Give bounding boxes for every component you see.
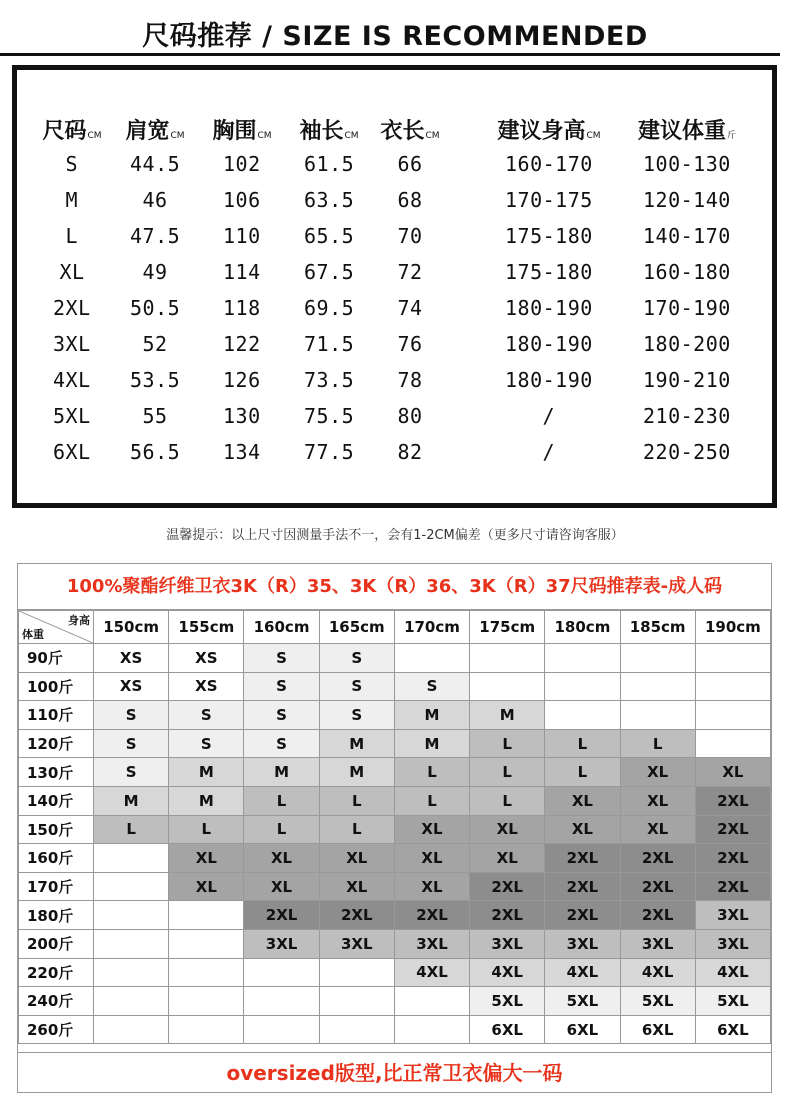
- weight-label: 150斤: [19, 815, 94, 844]
- size-chart-cell: 53.5: [130, 368, 181, 392]
- height-header: 175cm: [470, 611, 545, 644]
- size-chart-cell: /: [542, 404, 556, 428]
- grid-cell: 2XL: [394, 901, 469, 930]
- grid-cell: [244, 958, 319, 987]
- size-label: S: [65, 152, 79, 176]
- size-chart-cell: 68: [397, 188, 423, 212]
- grid-corner: [19, 611, 94, 644]
- size-label: 5XL: [53, 404, 91, 428]
- oversized-note: oversized版型,比正常卫衣偏大一码: [18, 1052, 771, 1092]
- grid-cell: XL: [394, 815, 469, 844]
- grid-cell: L: [470, 758, 545, 787]
- grid-cell: S: [244, 644, 319, 673]
- grid-cell: M: [244, 758, 319, 787]
- height-header: 150cm: [94, 611, 169, 644]
- grid-cell: [244, 987, 319, 1016]
- size-chart-cell: 160-170: [505, 152, 593, 176]
- grid-header-row: [19, 611, 771, 644]
- grid-cell: L: [394, 786, 469, 815]
- grid-cell: XL: [169, 844, 244, 873]
- size-chart-cell: 65.5: [304, 224, 355, 248]
- corner-weight-label: 体重: [22, 628, 44, 641]
- grid-cell: L: [394, 758, 469, 787]
- size-chart-cell: 67.5: [304, 260, 355, 284]
- size-label: 3XL: [53, 332, 91, 356]
- grid-cell: [169, 987, 244, 1016]
- size-chart-cell: 170-190: [643, 296, 731, 320]
- grid-cell: L: [470, 729, 545, 758]
- grid-cell: [319, 958, 394, 987]
- size-chart-cell: 76: [397, 332, 423, 356]
- grid-cell: [394, 1015, 469, 1044]
- grid-cell: M: [94, 786, 169, 815]
- size-chart-cell: 122: [223, 332, 261, 356]
- grid-cell: 3XL: [620, 929, 695, 958]
- grid-cell: [695, 701, 770, 730]
- grid-cell: 3XL: [244, 929, 319, 958]
- grid-cell: [319, 987, 394, 1016]
- grid-row: [19, 958, 771, 987]
- grid-cell: 6XL: [695, 1015, 770, 1044]
- size-chart-cell: 114: [223, 260, 261, 284]
- header: [0, 0, 790, 62]
- grid-cell: [169, 1015, 244, 1044]
- size-chart-cell: 50.5: [130, 296, 181, 320]
- size-chart-cell: 106: [223, 188, 261, 212]
- grid-cell: [545, 672, 620, 701]
- size-label: 2XL: [53, 296, 91, 320]
- grid-cell: S: [319, 644, 394, 673]
- size-chart-header: [43, 114, 102, 145]
- size-chart-cell: 73.5: [304, 368, 355, 392]
- size-chart-cell: 126: [223, 368, 261, 392]
- grid-cell: XL: [319, 844, 394, 873]
- size-chart-cell: 75.5: [304, 404, 355, 428]
- grid-cell: XS: [94, 644, 169, 673]
- size-label: M: [65, 188, 79, 212]
- size-label: XL: [59, 260, 85, 284]
- grid-cell: XS: [169, 644, 244, 673]
- grid-cell: XL: [620, 758, 695, 787]
- grid-cell: 2XL: [319, 901, 394, 930]
- size-chart-cell: 71.5: [304, 332, 355, 356]
- grid-cell: XL: [244, 872, 319, 901]
- grid-cell: M: [169, 758, 244, 787]
- grid-cell: 2XL: [545, 901, 620, 930]
- size-chart-header-label: 胸围: [212, 119, 257, 144]
- grid-cell: XS: [94, 672, 169, 701]
- grid-cell: S: [244, 729, 319, 758]
- size-chart-header-unit: CM: [586, 131, 601, 141]
- grid-cell: XL: [244, 844, 319, 873]
- grid-cell: [620, 644, 695, 673]
- size-chart: [12, 65, 777, 508]
- size-chart-cell: 210-230: [643, 404, 731, 428]
- grid-cell: 4XL: [695, 958, 770, 987]
- grid-cell: 2XL: [470, 872, 545, 901]
- weight-label: 260斤: [19, 1015, 94, 1044]
- size-chart-header-label: 衣长: [380, 119, 425, 144]
- height-header: 165cm: [319, 611, 394, 644]
- grid-cell: L: [545, 758, 620, 787]
- grid-cell: 5XL: [695, 987, 770, 1016]
- grid-row: [19, 815, 771, 844]
- corner-height-label: 身高: [68, 614, 90, 627]
- grid-cell: S: [319, 672, 394, 701]
- size-chart-cell: 120-140: [643, 188, 731, 212]
- grid-cell: 5XL: [470, 987, 545, 1016]
- grid-cell: L: [169, 815, 244, 844]
- grid-cell: [394, 987, 469, 1016]
- size-chart-header: [126, 114, 185, 145]
- grid-cell: M: [319, 729, 394, 758]
- size-chart-cell: /: [542, 440, 556, 464]
- grid-row: [19, 729, 771, 758]
- size-chart-header: [638, 114, 736, 145]
- size-chart-cell: 44.5: [130, 152, 181, 176]
- size-chart-cell: 80: [397, 404, 423, 428]
- grid-cell: XS: [169, 672, 244, 701]
- grid-cell: 4XL: [394, 958, 469, 987]
- grid-cell: XL: [620, 786, 695, 815]
- size-chart-cell: 66: [397, 152, 423, 176]
- height-header: 180cm: [545, 611, 620, 644]
- grid-cell: [94, 987, 169, 1016]
- grid-cell: S: [94, 701, 169, 730]
- grid-cell: 5XL: [620, 987, 695, 1016]
- size-chart-header-label: 尺码: [42, 119, 87, 144]
- grid-title: 100%聚酯纤维卫衣3K（R）35、3K（R）36、3K（R）37尺码推荐表-成人码: [18, 564, 771, 610]
- grid-cell: L: [244, 815, 319, 844]
- size-chart-header-unit: CM: [257, 131, 272, 141]
- grid-cell: XL: [545, 786, 620, 815]
- grid-cell: 3XL: [545, 929, 620, 958]
- grid-cell: 6XL: [620, 1015, 695, 1044]
- grid-cell: 3XL: [695, 901, 770, 930]
- grid-cell: M: [394, 701, 469, 730]
- grid-cell: L: [244, 786, 319, 815]
- grid-cell: XL: [470, 844, 545, 873]
- grid-cell: [169, 901, 244, 930]
- size-chart-cell: 61.5: [304, 152, 355, 176]
- grid-row: [19, 1015, 771, 1044]
- grid-cell: 2XL: [545, 844, 620, 873]
- recommendation-table: [18, 610, 771, 1044]
- grid-cell: S: [169, 729, 244, 758]
- grid-row: [19, 672, 771, 701]
- grid-row: [19, 901, 771, 930]
- grid-cell: S: [169, 701, 244, 730]
- grid-cell: M: [394, 729, 469, 758]
- size-chart-cell: 220-250: [643, 440, 731, 464]
- height-header: 160cm: [244, 611, 319, 644]
- grid-cell: 2XL: [695, 815, 770, 844]
- size-chart-cell: 180-190: [505, 296, 593, 320]
- grid-cell: [94, 929, 169, 958]
- size-chart-header-label: 建议身高: [497, 119, 586, 144]
- grid-cell: 6XL: [545, 1015, 620, 1044]
- size-chart-cell: 82: [397, 440, 423, 464]
- weight-label: 110斤: [19, 701, 94, 730]
- size-chart-cell: 47.5: [130, 224, 181, 248]
- grid-cell: [94, 1015, 169, 1044]
- size-label: 6XL: [53, 440, 91, 464]
- grid-cell: M: [169, 786, 244, 815]
- grid-cell: [94, 872, 169, 901]
- grid-cell: 3XL: [470, 929, 545, 958]
- grid-cell: 2XL: [244, 901, 319, 930]
- grid-cell: 2XL: [620, 901, 695, 930]
- grid-cell: [244, 1015, 319, 1044]
- grid-cell: 4XL: [545, 958, 620, 987]
- height-header: 185cm: [620, 611, 695, 644]
- weight-label: 100斤: [19, 672, 94, 701]
- grid-cell: [695, 672, 770, 701]
- size-chart-table: [17, 70, 772, 503]
- grid-cell: 3XL: [394, 929, 469, 958]
- grid-cell: 4XL: [620, 958, 695, 987]
- grid-cell: 2XL: [620, 844, 695, 873]
- size-chart-cell: 52: [142, 332, 168, 356]
- size-chart-cell: 70: [397, 224, 423, 248]
- size-chart-header-label: 袖长: [299, 119, 344, 144]
- grid-cell: [169, 929, 244, 958]
- grid-cell: 2XL: [695, 786, 770, 815]
- grid-cell: 2XL: [620, 872, 695, 901]
- size-chart-header-unit: CM: [170, 131, 185, 141]
- height-header: 190cm: [695, 611, 770, 644]
- grid-cell: S: [244, 701, 319, 730]
- size-chart-header-label: 建议体重: [638, 119, 727, 144]
- grid-cell: L: [470, 786, 545, 815]
- grid-cell: XL: [319, 872, 394, 901]
- grid-row: [19, 701, 771, 730]
- size-chart-header-unit: CM: [425, 131, 440, 141]
- grid-cell: XL: [169, 872, 244, 901]
- size-chart-cell: 180-190: [505, 368, 593, 392]
- size-chart-cell: 170-175: [505, 188, 593, 212]
- grid-cell: 3XL: [695, 929, 770, 958]
- grid-row: [19, 987, 771, 1016]
- size-chart-cell: 175-180: [505, 224, 593, 248]
- grid-cell: 2XL: [470, 901, 545, 930]
- size-chart-cell: 69.5: [304, 296, 355, 320]
- size-chart-cell: 130: [223, 404, 261, 428]
- height-header: 170cm: [394, 611, 469, 644]
- weight-label: 120斤: [19, 729, 94, 758]
- grid-cell: L: [319, 815, 394, 844]
- size-chart-cell: 180-190: [505, 332, 593, 356]
- size-chart-cell: 63.5: [304, 188, 355, 212]
- grid-cell: S: [394, 672, 469, 701]
- size-chart-cell: 56.5: [130, 440, 181, 464]
- size-label: 4XL: [53, 368, 91, 392]
- size-chart-cell: 175-180: [505, 260, 593, 284]
- grid-cell: 3XL: [319, 929, 394, 958]
- grid-cell: L: [94, 815, 169, 844]
- size-chart-cell: 140-170: [643, 224, 731, 248]
- weight-label: 130斤: [19, 758, 94, 787]
- height-header: 155cm: [169, 611, 244, 644]
- grid-cell: [545, 644, 620, 673]
- grid-row: [19, 844, 771, 873]
- size-chart-header: [381, 114, 440, 145]
- grid-cell: [620, 701, 695, 730]
- grid-cell: 4XL: [470, 958, 545, 987]
- header-divider: [0, 53, 780, 56]
- grid-cell: [94, 958, 169, 987]
- grid-cell: L: [620, 729, 695, 758]
- weight-label: 220斤: [19, 958, 94, 987]
- grid-cell: M: [470, 701, 545, 730]
- size-chart-cell: 110: [223, 224, 261, 248]
- grid-row: [19, 929, 771, 958]
- weight-label: 90斤: [19, 644, 94, 673]
- grid-row: [19, 872, 771, 901]
- grid-cell: XL: [394, 872, 469, 901]
- size-chart-cell: 72: [397, 260, 423, 284]
- size-chart-cell: 100-130: [643, 152, 731, 176]
- size-chart-header: [498, 114, 601, 145]
- grid-row: [19, 758, 771, 787]
- grid-cell: S: [319, 701, 394, 730]
- size-chart-cell: 190-210: [643, 368, 731, 392]
- weight-label: 170斤: [19, 872, 94, 901]
- size-chart-header-unit: CM: [87, 131, 102, 141]
- size-chart-cell: 49: [142, 260, 168, 284]
- weight-label: 140斤: [19, 786, 94, 815]
- grid-cell: 5XL: [545, 987, 620, 1016]
- size-chart-cell: 55: [142, 404, 168, 428]
- grid-cell: XL: [620, 815, 695, 844]
- grid-cell: L: [545, 729, 620, 758]
- grid-cell: L: [319, 786, 394, 815]
- grid-cell: [620, 672, 695, 701]
- grid-cell: [470, 644, 545, 673]
- grid-cell: XL: [470, 815, 545, 844]
- page-title: 尺码推荐 / SIZE IS RECOMMENDED: [142, 21, 648, 52]
- size-chart-cell: 78: [397, 368, 423, 392]
- size-chart-header: [300, 114, 359, 145]
- size-chart-cell: 102: [223, 152, 261, 176]
- size-chart-cell: 134: [223, 440, 261, 464]
- grid-cell: [470, 672, 545, 701]
- grid-cell: 2XL: [695, 844, 770, 873]
- size-chart-cell: 46: [142, 188, 168, 212]
- grid-cell: [94, 901, 169, 930]
- size-chart-cell: 180-200: [643, 332, 731, 356]
- grid-cell: [545, 701, 620, 730]
- size-chart-cell: 160-180: [643, 260, 731, 284]
- grid-cell: 6XL: [470, 1015, 545, 1044]
- weight-label: 240斤: [19, 987, 94, 1016]
- size-chart-cell: 77.5: [304, 440, 355, 464]
- grid-cell: S: [244, 672, 319, 701]
- size-chart-header-unit: 斤: [727, 131, 737, 141]
- grid-cell: [394, 644, 469, 673]
- grid-cell: S: [94, 758, 169, 787]
- grid-cell: 2XL: [695, 872, 770, 901]
- weight-label: 160斤: [19, 844, 94, 873]
- grid-cell: [94, 844, 169, 873]
- grid-cell: [169, 958, 244, 987]
- grid-cell: XL: [394, 844, 469, 873]
- size-chart-header: [213, 114, 272, 145]
- size-label: L: [65, 224, 79, 248]
- grid-row: [19, 644, 771, 673]
- recommendation-grid: [17, 563, 772, 1093]
- grid-cell: S: [94, 729, 169, 758]
- size-chart-cell: 74: [397, 296, 423, 320]
- grid-cell: [695, 644, 770, 673]
- measurement-tip: 温馨提示：以上尺寸因测量手法不一，会有1-2CM偏差（更多尺寸请咨询客服）: [166, 528, 624, 543]
- size-chart-header-unit: CM: [344, 131, 359, 141]
- grid-cell: 2XL: [545, 872, 620, 901]
- size-chart-cell: 118: [223, 296, 261, 320]
- grid-cell: XL: [695, 758, 770, 787]
- grid-cell: [695, 729, 770, 758]
- grid-cell: M: [319, 758, 394, 787]
- grid-row: [19, 786, 771, 815]
- size-chart-header-label: 肩宽: [125, 119, 170, 144]
- weight-label: 200斤: [19, 929, 94, 958]
- grid-cell: XL: [545, 815, 620, 844]
- weight-label: 180斤: [19, 901, 94, 930]
- grid-cell: [319, 1015, 394, 1044]
- corner-cell: [19, 611, 93, 643]
